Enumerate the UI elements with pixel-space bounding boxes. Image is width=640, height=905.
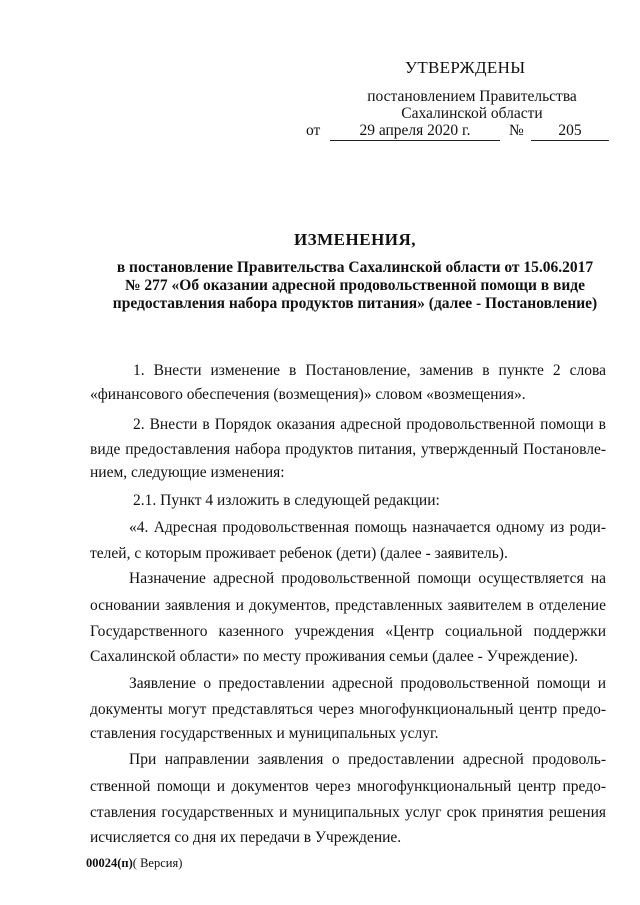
body-line: документы могут представляться через многофункциональный центр предо- xyxy=(90,701,606,718)
body-line: основании заявления и документов, представленных заявителем в отделение xyxy=(90,597,606,614)
body-line: Сахалинской области» по месту проживания семьи (далее - Учреждение). xyxy=(90,648,579,665)
body-line: «4. Адресная продовольственная помощь назначается одному из роди- xyxy=(129,519,606,536)
document-title: ИЗМЕНЕНИЯ, xyxy=(293,230,417,249)
title-line-3: предоставления набора продуктов питания» (далее - Постановление) xyxy=(112,295,598,312)
body-line: виде предоставления набора продуктов питания, утвержденный Постановле- xyxy=(90,441,606,458)
document-footer xyxy=(86,856,182,871)
decree-date-row xyxy=(306,122,611,142)
body-line: ственной помощи и документов через многофункциональный центр предо- xyxy=(90,778,606,795)
number-prefix: № xyxy=(509,122,524,139)
body-line: При направлении заявления о предоставлении адресной продоволь- xyxy=(129,751,606,768)
body-line: исчисляется со дня их передачи в Учреждение. xyxy=(90,829,402,846)
body-line: Государственного казенного учреждения «Центр социальной поддержки xyxy=(90,623,606,640)
body-line: ставления государственных и муниципальных услуг срок принятия решения xyxy=(90,804,606,821)
decree-number: 205 xyxy=(531,122,609,141)
body-line: Назначение адресной продовольственной помощи осуществляется на xyxy=(129,570,606,587)
body-line: «финансового обеспечения (возмещения)» словом «возмещения». xyxy=(90,386,526,403)
body-line: 1. Внести изменение в Постановление, заменив в пункте 2 слова xyxy=(133,362,606,379)
body-line: телей, с которым проживает ребенок (дети) (далее - заявитель). xyxy=(90,545,508,562)
body-line: Заявление о предоставлении адресной продовольственной помощи и xyxy=(129,675,606,692)
footer-version: ( Версия) xyxy=(132,856,183,870)
footer-code: 00024(п) xyxy=(86,856,133,870)
decree-line-2: Сахалинской области xyxy=(401,105,543,122)
body-line: 2.1. Пункт 4 изложить в следующей редакции: xyxy=(133,492,440,509)
body-line: 2. Внести в Порядок оказания адресной продовольственной помощи в xyxy=(133,416,606,433)
decree-date: 29 апреля 2020 г. xyxy=(330,122,500,141)
approved-heading: УТВЕРЖДЕНЫ xyxy=(405,58,526,77)
date-prefix: от xyxy=(306,122,321,139)
title-line-2: № 277 «Об оказании адресной продовольственной помощи в виде xyxy=(124,277,586,294)
body-line: ставления государственных и муниципальных услуг. xyxy=(90,725,439,742)
decree-line-1: постановлением Правительства xyxy=(367,88,577,105)
body-line: нием, следующие изменения: xyxy=(90,464,285,481)
title-line-1: в постановление Правительства Сахалинской области от 15.06.2017 xyxy=(116,259,594,276)
